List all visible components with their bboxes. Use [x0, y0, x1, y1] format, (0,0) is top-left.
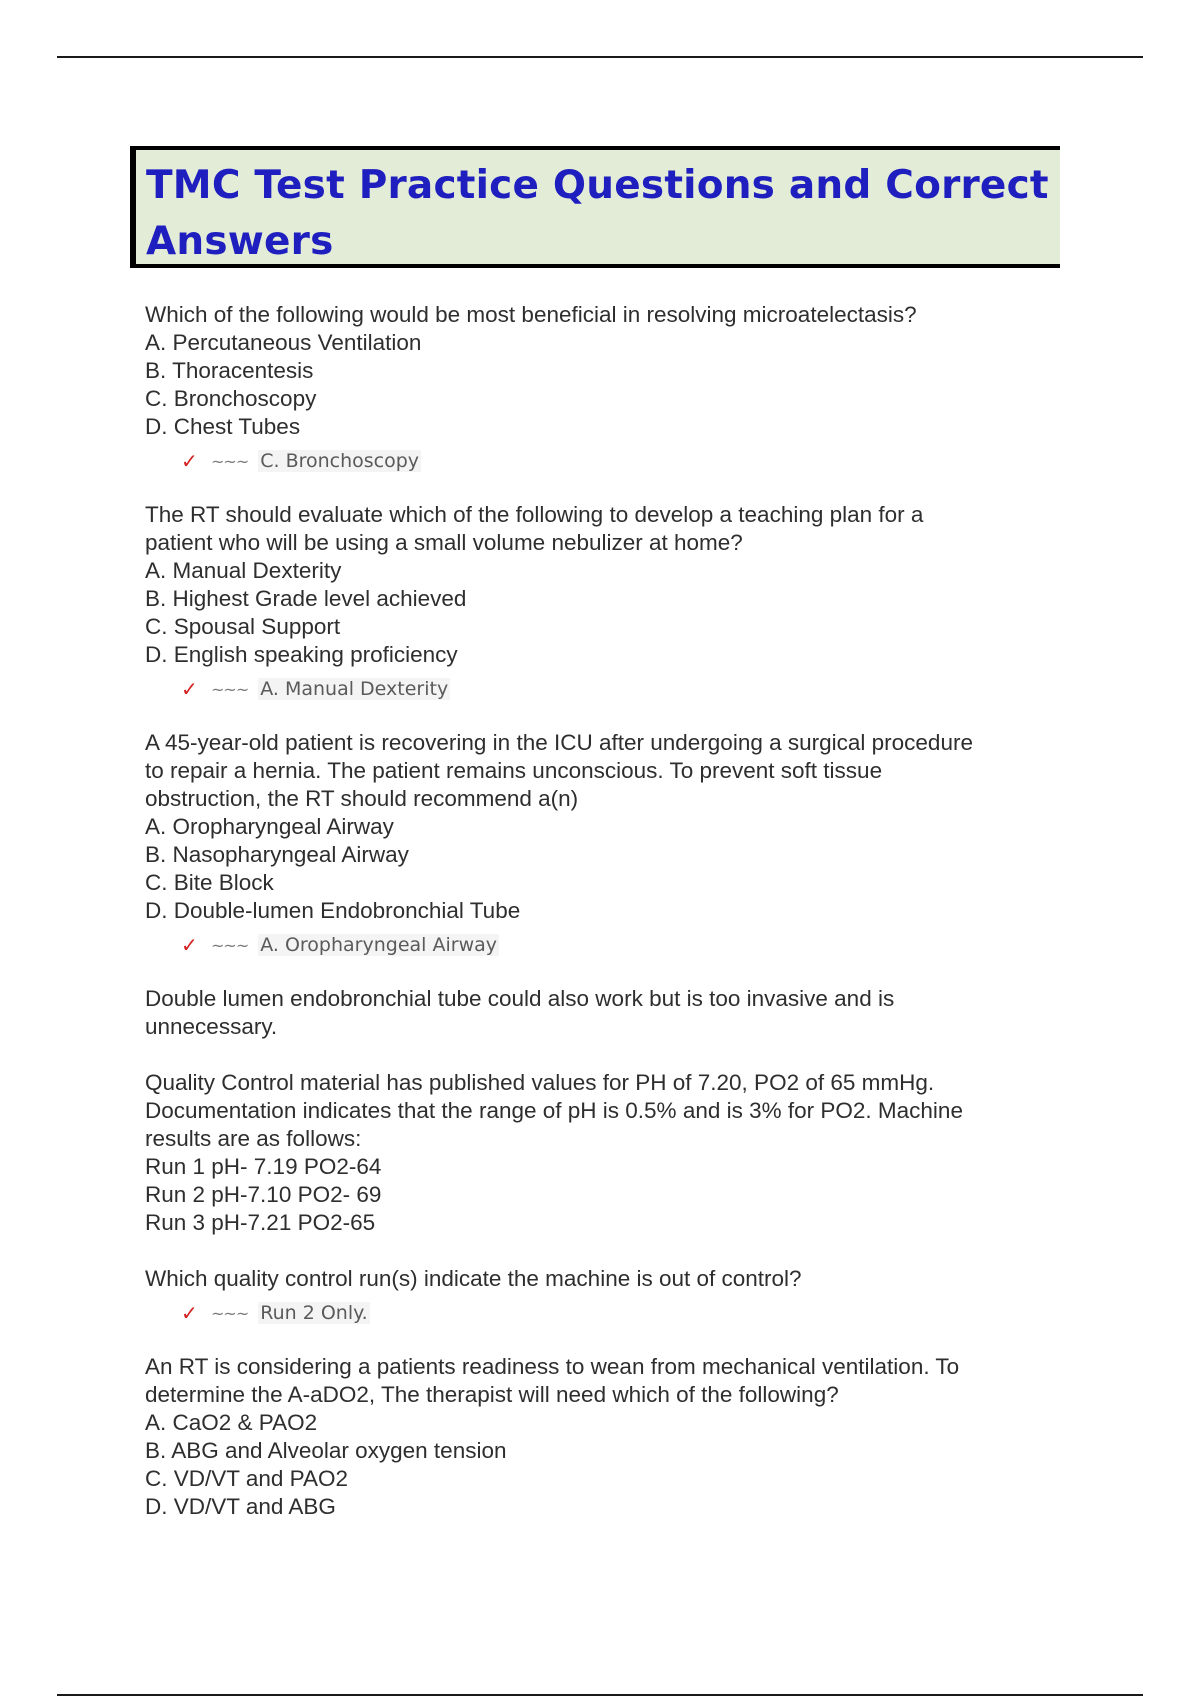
correct-answer: C. Bronchoscopy: [260, 450, 420, 472]
explanation-note: [145, 985, 1075, 1041]
option-a: A. CaO2 & PAO2: [145, 1410, 318, 1435]
question-text: Documentation indicates that the range of pH is 0.5% and is 3% for PO2. Machine: [145, 1098, 963, 1123]
question-text: Which of the following would be most beneficial in resolving microatelectasis?: [145, 302, 917, 327]
footer-rule: [57, 1694, 1143, 1696]
question-text: Quality Control material has published values for PH of 7.20, PO2 of 65 mmHg.: [145, 1070, 935, 1095]
question-prompt: Which quality control run(s) indicate the machine is out of control?: [145, 1266, 802, 1291]
question-text: The RT should evaluate which of the following to develop a teaching plan for a: [145, 502, 924, 527]
header-rule: [57, 56, 1143, 58]
question-text: An RT is considering a patients readiness to wean from mechanical ventilation. To: [145, 1354, 960, 1379]
option-c: C. VD/VT and PAO2: [145, 1466, 349, 1491]
option-d: D. VD/VT and ABG: [145, 1494, 336, 1519]
option-a: A. Percutaneous Ventilation: [145, 330, 422, 355]
option-b: B. ABG and Alveolar oxygen tension: [145, 1438, 507, 1463]
answer-row: [145, 927, 1075, 963]
question-text: determine the A-aDO2, The therapist will need which of the following?: [145, 1382, 839, 1407]
checkmark-icon: ✓: [181, 933, 198, 957]
option-b: B. Nasopharyngeal Airway: [145, 842, 409, 867]
title-banner: [130, 146, 1060, 268]
checkmark-icon: ✓: [181, 1301, 198, 1325]
question-text: obstruction, the RT should recommend a(n): [145, 786, 579, 811]
option-c: C. Spousal Support: [145, 614, 341, 639]
run-result: Run 2 pH-7.10 PO2- 69: [145, 1182, 382, 1207]
option-c: C. Bite Block: [145, 870, 274, 895]
qc-question-block: [145, 1069, 1075, 1331]
run-result: Run 3 pH-7.21 PO2-65: [145, 1210, 376, 1235]
question-block: [145, 301, 1075, 479]
question-text: A 45-year-old patient is recovering in the ICU after undergoing a surgical procedure: [145, 730, 973, 755]
question-block: [145, 1353, 1075, 1521]
run-result: Run 1 pH- 7.19 PO2-64: [145, 1154, 382, 1179]
page-title: TMC Test Practice Questions and Correct Answers: [146, 163, 1049, 264]
tilde-marker: ~~~: [211, 679, 249, 699]
correct-answer: A. Oropharyngeal Airway: [260, 934, 498, 956]
option-b: B. Highest Grade level achieved: [145, 586, 467, 611]
answer-row: [145, 1295, 1075, 1331]
option-d: D. Double-lumen Endobronchial Tube: [145, 898, 521, 923]
option-b: B. Thoracentesis: [145, 358, 314, 383]
correct-answer: Run 2 Only.: [260, 1302, 368, 1324]
answer-row: [145, 671, 1075, 707]
question-text: results are as follows:: [145, 1126, 362, 1151]
note-line: unnecessary.: [145, 1014, 278, 1039]
answer-row: [145, 443, 1075, 479]
correct-answer: A. Manual Dexterity: [260, 678, 449, 700]
document-body: [145, 301, 1075, 1521]
option-c: C. Bronchoscopy: [145, 386, 317, 411]
question-block: [145, 501, 1075, 707]
option-d: D. Chest Tubes: [145, 414, 301, 439]
tilde-marker: ~~~: [211, 935, 249, 955]
option-d: D. English speaking proficiency: [145, 642, 458, 667]
question-text: to repair a hernia. The patient remains unconscious. To prevent soft tissue: [145, 758, 883, 783]
option-a: A. Oropharyngeal Airway: [145, 814, 394, 839]
checkmark-icon: ✓: [181, 677, 198, 701]
option-a: A. Manual Dexterity: [145, 558, 342, 583]
tilde-marker: ~~~: [211, 451, 249, 471]
question-text: patient who will be using a small volume nebulizer at home?: [145, 530, 743, 555]
checkmark-icon: ✓: [181, 449, 198, 473]
tilde-marker: ~~~: [211, 1303, 249, 1323]
note-line: Double lumen endobronchial tube could also work but is too invasive and is: [145, 986, 895, 1011]
question-block: [145, 729, 1075, 963]
